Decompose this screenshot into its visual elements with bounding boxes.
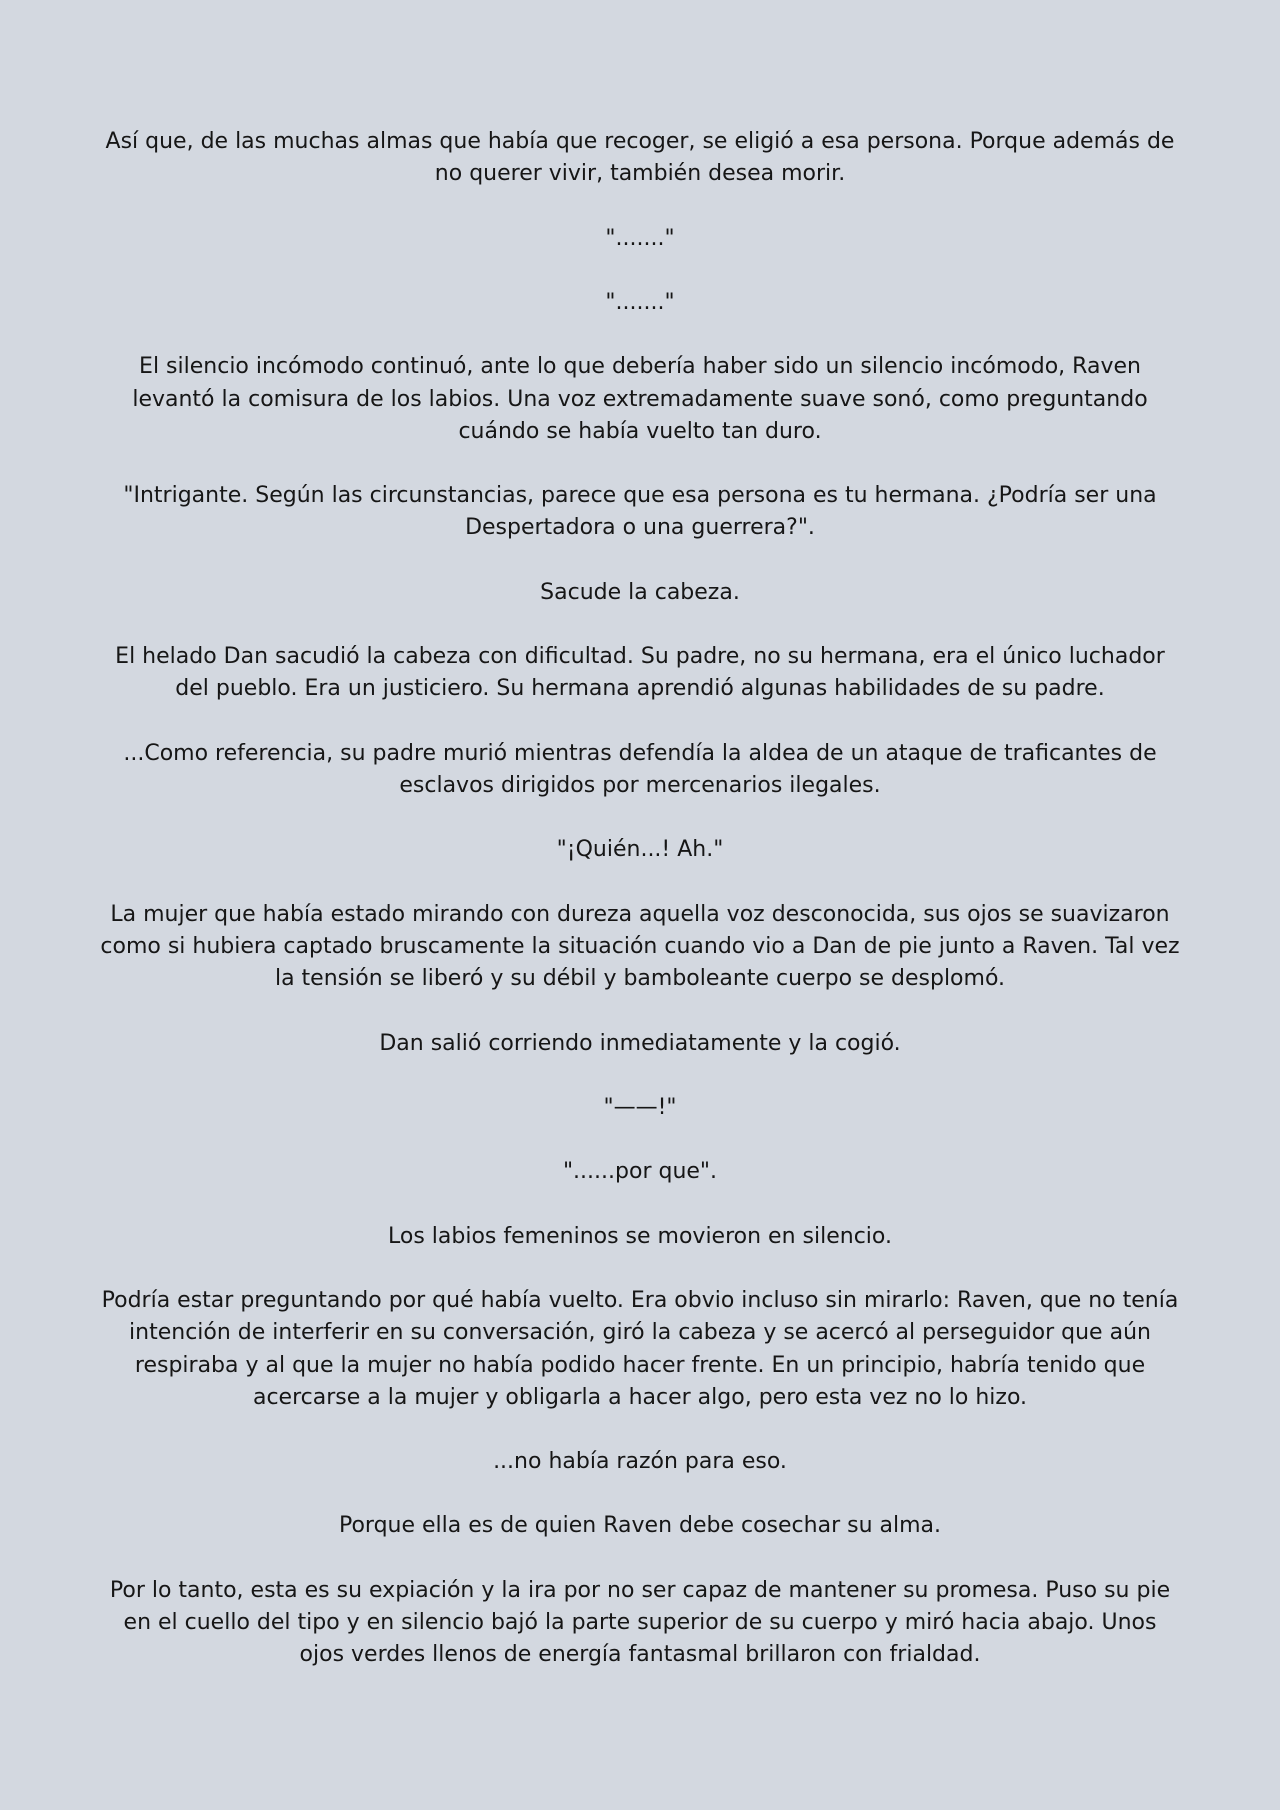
paragraph-why-returned: Podría estar preguntando por qué había vuelto. Era obvio incluso sin mirarlo: Raven, que no tenía intención de interferir en su conversación, giró la cabeza y se acercó al perseguidor que aún respiraba y al que la mujer no había podido hacer frente. En un principio, habría tenido que acercarse a la mujer y obligarla a hacer algo, pero esta vez no lo hizo.	[101, 1288, 1179, 1410]
paragraph-dan-father: El helado Dan sacudió la cabeza con dificultad. Su padre, no su hermana, era el único luchador del pueblo. Era un justiciero. Su hermana aprendió algunas habilidades de su padre.	[115, 644, 1165, 702]
paragraph-woman-eyes-soften: La mujer que había estado mirando con dureza aquella voz desconocida, sus ojos se suavizaron como si hubiera captado bruscamente la situación cuando vio a Dan de pie junto a Raven. Tal vez la tensión se liberó y su débil y bamboleante cuerpo se desplomó.	[100, 901, 1180, 992]
paragraph-dash-exclamation: "——!"	[603, 1094, 677, 1120]
paragraph-shakes-head: Sacude la cabeza.	[540, 579, 740, 605]
paragraph-intrigante-quote: "Intrigante. Según las circunstancias, parece que esa persona es tu hermana. ¿Podría ser una Despertadora o una guerrera?".	[123, 483, 1157, 541]
paragraph-quien-quote: "¡Quién...! Ah."	[556, 837, 724, 863]
paragraph-ellipsis-2: "......."	[605, 289, 675, 315]
paragraph-no-reason: ...no había razón para eso.	[493, 1449, 787, 1475]
paragraph-expiation: Por lo tanto, esta es su expiación y la ira por no ser capaz de mantener su promesa. Puso su pie en el cuello del tipo y en silencio bajó la parte superior de su cuerpo y miró hacia abajo. Unos ojos verdes llenos de energía fantasmal brillaron con frialdad.	[109, 1577, 1171, 1668]
paragraph-dan-ran: Dan salió corriendo inmediatamente y la cogió.	[379, 1030, 901, 1056]
paragraph-silence-continued: El silencio incómodo continuó, ante lo que debería haber sido un silencio incómodo, Raven levantó la comisura de los labios. Una voz extremadamente suave sonó, como preguntando cuándo se había vuelto tan duro.	[132, 354, 1148, 444]
paragraph-por-que: "......por que".	[562, 1159, 718, 1185]
paragraph-reference-father: ...Como referencia, su padre murió mientras defendía la aldea de un ataque de traficantes de esclavos dirigidos por mercenarios ilegales.	[123, 740, 1157, 798]
paragraph-harvest-soul: Porque ella es de quien Raven debe cosechar su alma.	[338, 1513, 942, 1539]
paragraph-souls-chosen: Así que, de las muchas almas que había que recoger, se eligió a esa persona. Porque además de no querer vivir, también desea morir.	[105, 129, 1175, 187]
paragraph-lips-moved: Los labios femeninos se movieron en silencio.	[388, 1223, 892, 1249]
paragraph-ellipsis-1: "......."	[605, 225, 675, 251]
